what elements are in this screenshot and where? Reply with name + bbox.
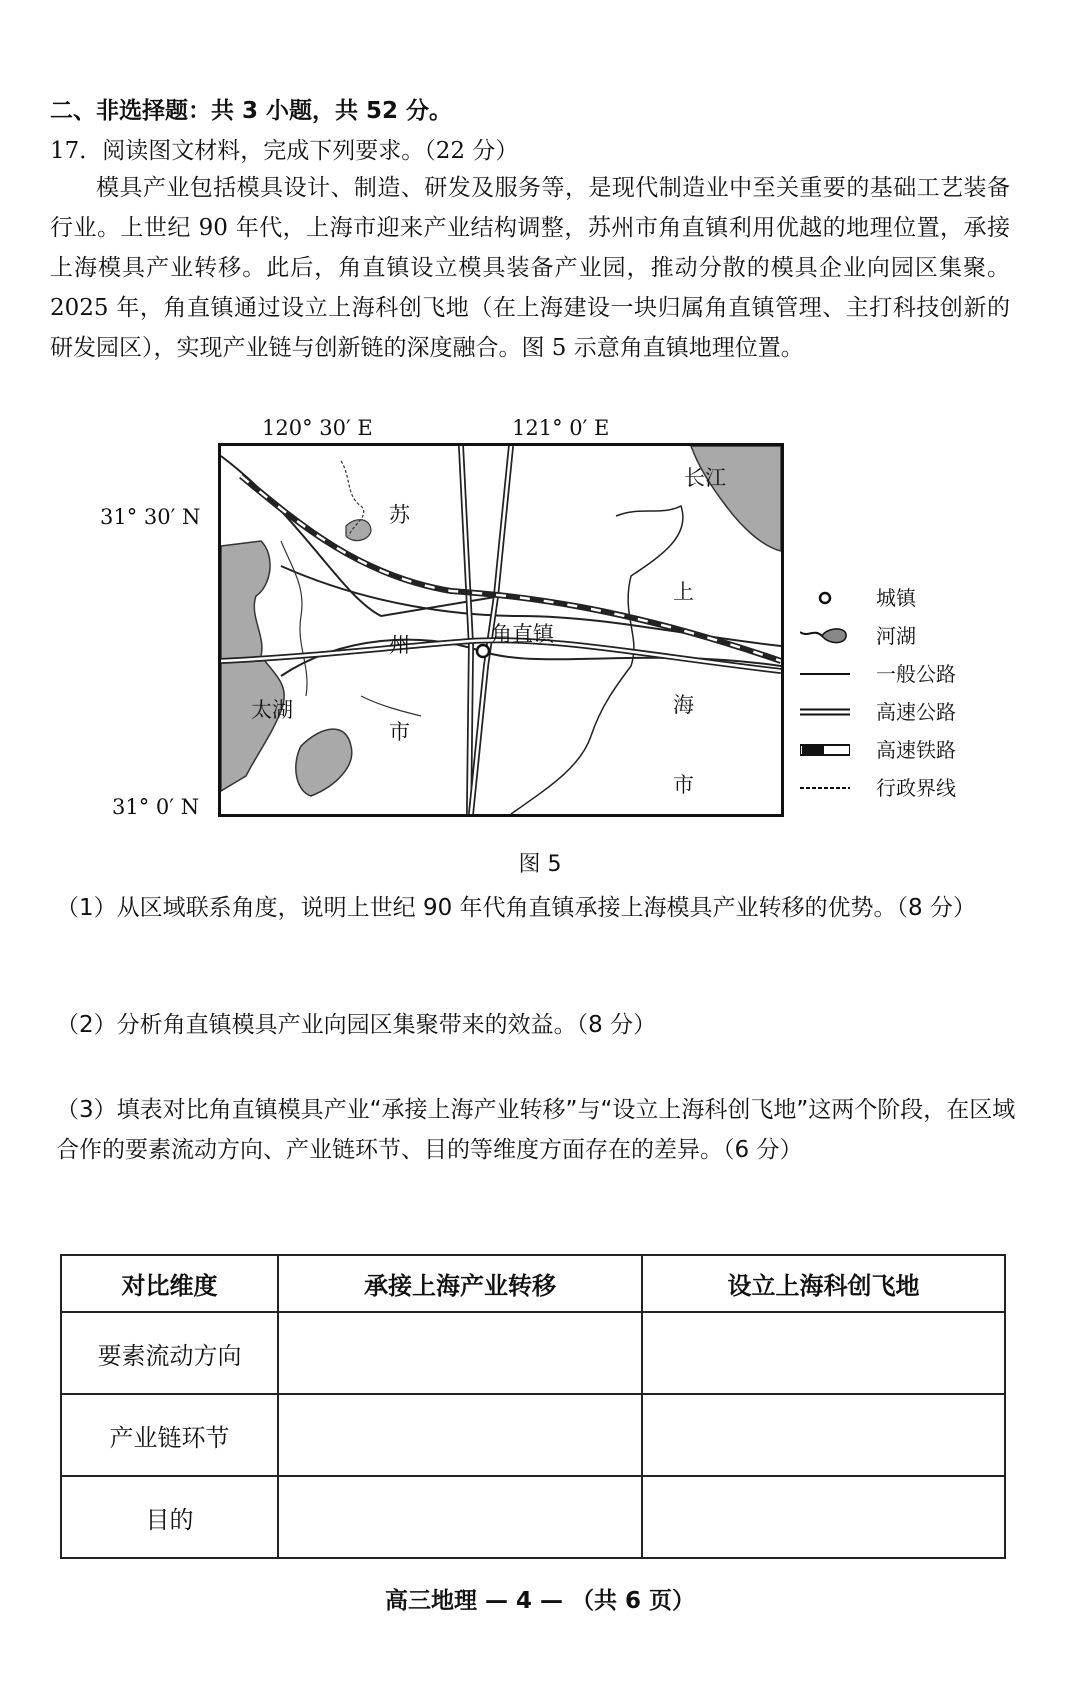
lon-label-east: 121° 0′ E [512, 416, 610, 440]
material-paragraph [50, 168, 1010, 368]
question-header: 17．阅读图文材料，完成下列要求。（22 分） [50, 138, 519, 164]
answer-cell[interactable] [278, 1394, 642, 1476]
legend-item-river [800, 618, 980, 656]
label-hai: 海 [673, 693, 694, 717]
lon-label-west: 120° 30′ E [262, 416, 373, 440]
legend-item-general-road [800, 656, 980, 694]
label-shi-suzhou: 市 [389, 720, 410, 744]
lat-label-south: 31° 0′ N [112, 795, 200, 819]
row-label: 产业链环节 [61, 1394, 278, 1476]
legend-label: 高速铁路 [876, 738, 956, 762]
taihu-water [221, 541, 284, 791]
table-header: 承接上海产业转移 [278, 1255, 642, 1312]
row-label: 要素流动方向 [61, 1312, 278, 1394]
table-row [61, 1312, 1005, 1394]
label-taihu: 太湖 [251, 698, 293, 722]
label-shi-shanghai: 市 [673, 773, 694, 797]
legend-item-rail [800, 732, 980, 770]
table-header-row [61, 1255, 1005, 1312]
row-label: 目的 [61, 1476, 278, 1558]
general-road-icon [800, 662, 850, 686]
admin-boundary-icon [800, 776, 850, 800]
legend-item-town [800, 580, 980, 618]
lake-small-2 [346, 520, 371, 541]
location-map [218, 443, 784, 817]
subquestion-1: （1）从区域联系角度，说明上世纪 90 年代角直镇承接上海模具产业转移的优势。（8 分） [56, 895, 976, 921]
answer-cell[interactable] [642, 1476, 1005, 1558]
legend-label: 行政界线 [876, 776, 956, 800]
table-header: 设立上海科创飞地 [642, 1255, 1005, 1312]
expressway-icon [800, 700, 850, 724]
lake-small-1 [296, 729, 352, 796]
label-zhou: 州 [389, 633, 410, 657]
table-row [61, 1394, 1005, 1476]
page-footer: 高三地理 — 4 — （共 6 页） [384, 1588, 696, 1614]
section-title: 二、非选择题：共 3 小题，共 52 分。 [50, 98, 453, 124]
legend-item-expressway [800, 694, 980, 732]
lat-label-north: 31° 30′ N [100, 505, 201, 529]
label-shang: 上 [673, 580, 694, 604]
legend-label: 城镇 [876, 586, 916, 610]
table-row [61, 1476, 1005, 1558]
figure-caption: 图 5 [518, 852, 562, 877]
answer-cell[interactable] [278, 1312, 642, 1394]
subquestion-3: （3）填表对比角直镇模具产业“承接上海产业转移”与“设立上海科创飞地”这两个阶段，在区域合作的要素流动方向、产业链环节、目的等维度方面存在的差异。（6 分） [56, 1097, 1016, 1163]
answer-cell[interactable] [642, 1312, 1005, 1394]
legend-item-boundary [800, 770, 980, 808]
answer-cell[interactable] [278, 1476, 642, 1558]
material-text: 模具产业包括模具设计、制造、研发及服务等，是现代制造业中至关重要的基础工艺装备行业。上世纪 90 年代，上海市迎来产业结构调整，苏州市角直镇利用优越的地理位置，承接上海模具产业转移。此后，角直镇设立模具装备产业园，推动分散的模具企业向园区集聚。2025 年，角直镇通过设立上海科创飞地（在上海建设一块归属角直镇管理、主打科技创新的研发园区），实现产业链与创新链的深度融合。图 5 示意角直镇地理位置。 [50, 175, 1010, 361]
table-header: 对比维度 [61, 1255, 278, 1312]
legend-label: 高速公路 [876, 700, 956, 724]
legend-label: 河湖 [876, 624, 916, 648]
high-speed-rail-icon [800, 738, 850, 762]
subquestion-2: （2）分析角直镇模具产业向园区集聚带来的效益。（8 分） [56, 1012, 657, 1038]
label-changjiang: 长江 [684, 466, 726, 490]
map-legend [800, 580, 980, 808]
label-su: 苏 [389, 503, 410, 527]
town-circle-icon [800, 586, 850, 610]
answer-cell[interactable] [642, 1394, 1005, 1476]
river-lake-icon [800, 624, 850, 648]
label-town: 角直镇 [491, 622, 554, 646]
legend-label: 一般公路 [876, 662, 956, 686]
town-marker [477, 645, 489, 657]
comparison-table [60, 1254, 1006, 1559]
